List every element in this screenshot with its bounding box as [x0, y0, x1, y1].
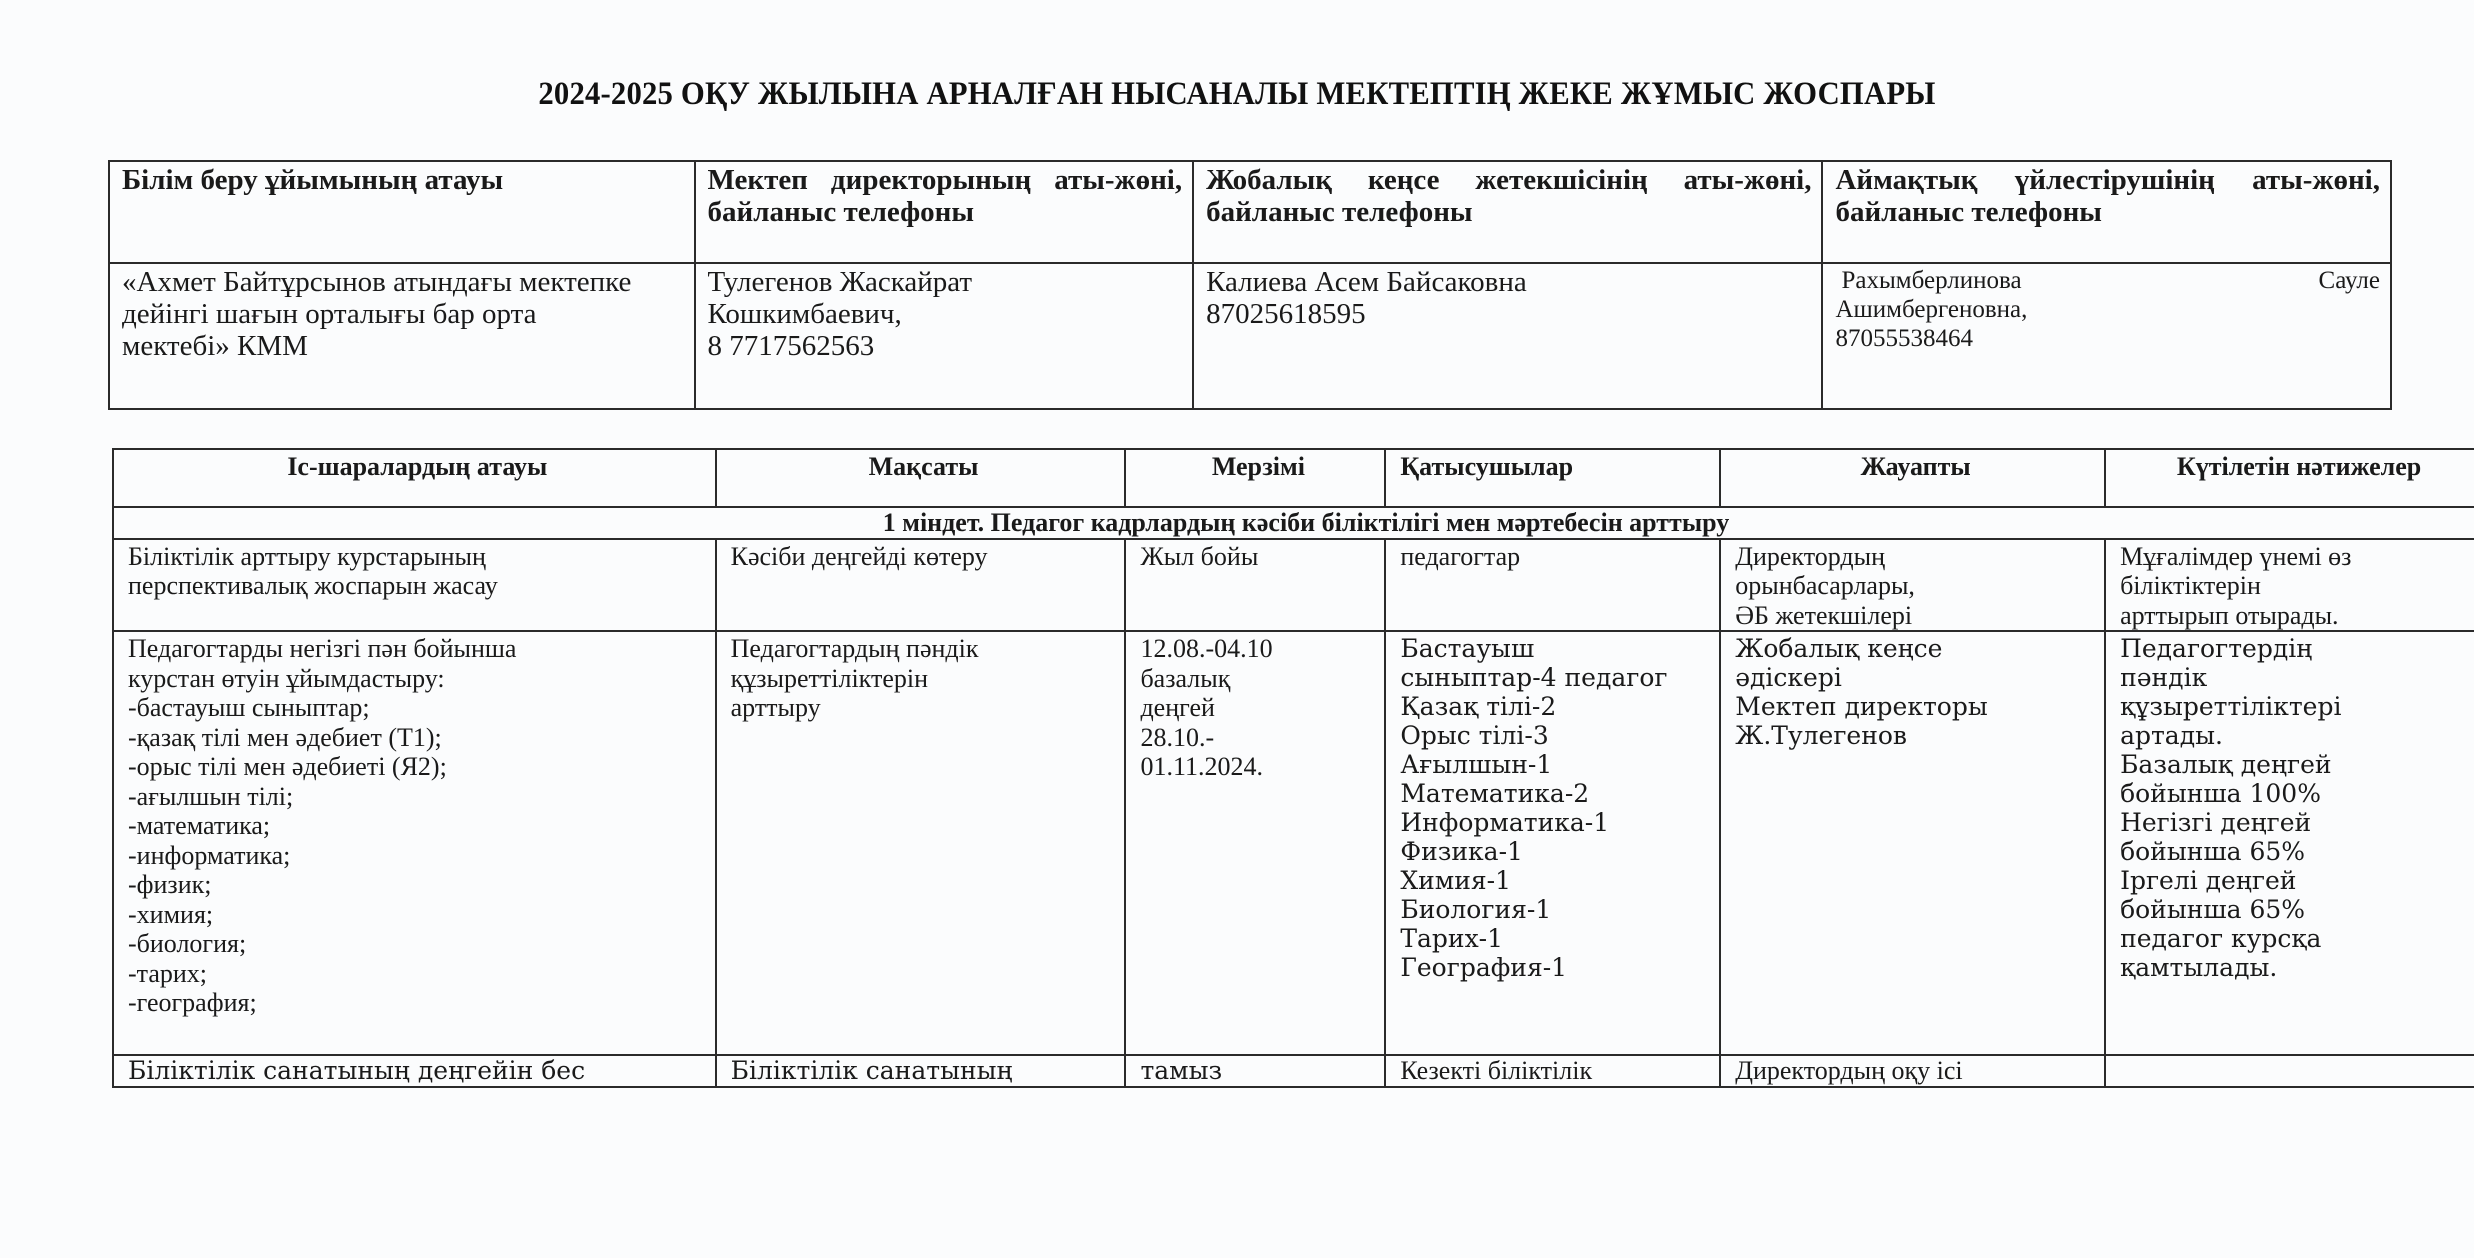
responsible-cell — [1720, 631, 2105, 1055]
cell-line: Мектеп директоры — [1735, 692, 1988, 721]
cell-line: -биология; — [128, 929, 247, 958]
participants-cell — [1385, 1055, 1720, 1087]
cell-line: 28.10.- — [1140, 722, 1215, 752]
coordinator-phone: 87055538464 — [1835, 325, 1973, 352]
activity-cell — [113, 631, 716, 1055]
responsible-cell — [1720, 1055, 2105, 1087]
cell-line: Педагогтардың пәндік — [730, 634, 979, 663]
work-plan-table — [112, 448, 2474, 1088]
cell-line: Мұғалімдер үнемі өз — [2120, 541, 2352, 571]
plan-header-row — [113, 449, 2474, 507]
cell-line: -қазақ тілі мен әдебиет (Т1); — [128, 722, 442, 752]
cell-line: Физика-1 — [1400, 837, 1523, 866]
cell-line: Негізгі деңгей — [2120, 808, 2312, 837]
cell-line: Базалық деңгей — [2120, 750, 2332, 779]
goal-cell — [716, 1055, 1126, 1087]
cell-line: пәндік — [2120, 663, 2208, 692]
cell-line: Директордың — [1735, 541, 1886, 571]
header-org-name: Білім беру ұйымының атауы — [109, 161, 695, 263]
cell-line: Ж.Тулегенов — [1735, 721, 1908, 750]
cell-line: педагог курсқа — [2120, 924, 2322, 953]
cell-line: -география; — [128, 988, 257, 1017]
cell-line: арттырып отырады. — [2120, 600, 2339, 630]
cell-line: -орыс тілі мен әдебиеті (Я2); — [128, 752, 447, 781]
cell-line: педагогтар — [1400, 541, 1521, 571]
header-participants: Қатысушылар — [1385, 449, 1720, 507]
results-cell — [2105, 1055, 2474, 1087]
cell-line: Біліктілік санатының — [730, 1056, 1013, 1085]
director-phone: 8 7717562563 — [707, 330, 875, 362]
project-head-phone: 87025618595 — [1206, 298, 1366, 330]
section-title: 1 міндет. Педагог кадрлардың кәсіби біліктілігі мен мәртебесін арттыру — [113, 507, 2474, 539]
responsible-cell — [1720, 539, 2105, 632]
cell-line: Ағылшын-1 — [1400, 750, 1553, 779]
cell-line: -тарих; — [128, 958, 208, 988]
header-regional-coordinator: Аймақтық үйлестірушінің аты-жөні, байланыс телефоны — [1822, 161, 2391, 263]
cell-line: Жобалық кеңсе — [1735, 634, 1943, 663]
cell-line: артады. — [2120, 721, 2223, 750]
results-cell — [2105, 539, 2474, 632]
participants-cell — [1385, 539, 1720, 632]
cell-line: 01.11.2024. — [1140, 752, 1263, 781]
goal-cell — [716, 631, 1126, 1055]
activity-cell — [113, 539, 716, 632]
regional-coordinator-value — [1822, 263, 2391, 409]
cell-line: қамтылады. — [2120, 953, 2278, 982]
cell-line: Директордың оқу ісі — [1735, 1056, 1963, 1085]
cell-line: ӘБ жетекшілері — [1735, 600, 1913, 630]
cell-line: біліктіктерін — [2120, 571, 2261, 600]
plan-row — [113, 1055, 2474, 1087]
cell-line: курстан өтуін ұйымдастыру: — [128, 663, 445, 693]
org-name-value: «Ахмет Байтұрсынов атындағы мектепке дейінгі шағын орталығы бар орта мектебі» КММ — [109, 263, 695, 409]
coordinator-name-line2: Ашимбергеновна, — [1835, 296, 2028, 323]
cell-line: бойынша 100% — [2120, 779, 2321, 808]
cell-line: -математика; — [128, 811, 271, 840]
cell-line: Біліктілік санатының деңгейін бес — [128, 1056, 586, 1085]
document-title: 2024-2025 ОҚУ ЖЫЛЫНА АРНАЛҒАН НЫСАНАЛЫ МЕКТЕПТІҢ ЖЕКЕ ЖҰМЫС ЖОСПАРЫ — [538, 76, 1936, 112]
cell-line: -химия; — [128, 899, 214, 929]
header-activity: Іс-шаралардың атауы — [113, 449, 716, 507]
director-name-line1: Тулегенов Жаскайрат — [707, 266, 973, 298]
cell-line: -бастауыш сыныптар; — [128, 693, 370, 722]
cell-line: Кәсіби деңгейді көтеру — [730, 541, 988, 571]
director-name-line2: Кошкимбаевич, — [707, 298, 902, 330]
results-cell — [2105, 631, 2474, 1055]
school-info-table — [108, 160, 2392, 410]
director-value — [695, 263, 1194, 409]
cell-line: Педагогтарды негізгі пән бойынша — [128, 634, 517, 663]
goal-cell — [716, 539, 1126, 632]
cell-line: орынбасарлары, — [1735, 571, 1915, 600]
cell-line: Педагогтердің — [2120, 634, 2313, 663]
header-expected-results: Күтілетін нәтижелер — [2105, 449, 2474, 507]
activity-cell — [113, 1055, 716, 1087]
cell-line: Тарих-1 — [1400, 924, 1504, 953]
cell-line: деңгей — [1140, 693, 1215, 722]
cell-line: сыныптар-4 педагог — [1400, 663, 1668, 692]
cell-line: Қазақ тілі-2 — [1400, 692, 1557, 721]
cell-line: -ағылшын тілі; — [128, 781, 294, 811]
cell-line: арттыру — [730, 693, 821, 722]
deadline-cell — [1125, 631, 1385, 1055]
header-goal: Мақсаты — [716, 449, 1126, 507]
cell-line: -физик; — [128, 870, 212, 899]
cell-line: бойынша 65% — [2120, 837, 2306, 866]
header-project-office-head: Жобалық кеңсе жетекшісінің аты-жөні, байланыс телефоны — [1193, 161, 1822, 263]
deadline-cell — [1125, 539, 1385, 632]
cell-line: базалық — [1140, 663, 1231, 693]
cell-line: Кезекті біліктілік — [1400, 1056, 1593, 1085]
header-deadline: Мерзімі — [1125, 449, 1385, 507]
header-responsible: Жауапты — [1720, 449, 2105, 507]
section-row — [113, 507, 2474, 539]
plan-row — [113, 631, 2474, 1055]
project-head-name: Калиева Асем Байсаковна — [1206, 266, 1527, 298]
cell-line: География-1 — [1400, 953, 1568, 982]
cell-line: перспективалық жоспарын жасау — [128, 571, 498, 600]
project-office-head-value — [1193, 263, 1822, 409]
cell-line: Информатика-1 — [1400, 808, 1610, 837]
cell-line: Орыс тілі-3 — [1400, 721, 1549, 750]
cell-line: Биология-1 — [1400, 895, 1552, 924]
cell-line: құзыреттіліктерін — [730, 663, 929, 693]
cell-line: әдіскері — [1735, 663, 1842, 692]
header-director: Мектеп директорының аты-жөні, байланыс телефоны — [695, 161, 1194, 263]
cell-line: тамыз — [1140, 1056, 1223, 1085]
info-data-row — [109, 263, 2391, 409]
deadline-cell — [1125, 1055, 1385, 1087]
cell-line: бойынша 65% — [2120, 895, 2306, 924]
cell-line: Математика-2 — [1400, 779, 1590, 808]
cell-line: 12.08.-04.10 — [1140, 634, 1273, 663]
participants-cell — [1385, 631, 1720, 1055]
cell-line: Жыл бойы — [1140, 541, 1259, 571]
cell-line: құзыреттіліктері — [2120, 692, 2342, 721]
cell-line: Бастауыш — [1400, 634, 1535, 663]
cell-line: Іргелі деңгей — [2120, 866, 2297, 895]
plan-row — [113, 539, 2474, 632]
cell-line: -информатика; — [128, 840, 291, 870]
cell-line: Химия-1 — [1400, 866, 1512, 895]
info-header-row — [109, 161, 2391, 263]
coordinator-name-line1: Рахымберлинова Сауле — [1841, 267, 2380, 294]
cell-line: Біліктілік арттыру курстарының — [128, 541, 486, 571]
